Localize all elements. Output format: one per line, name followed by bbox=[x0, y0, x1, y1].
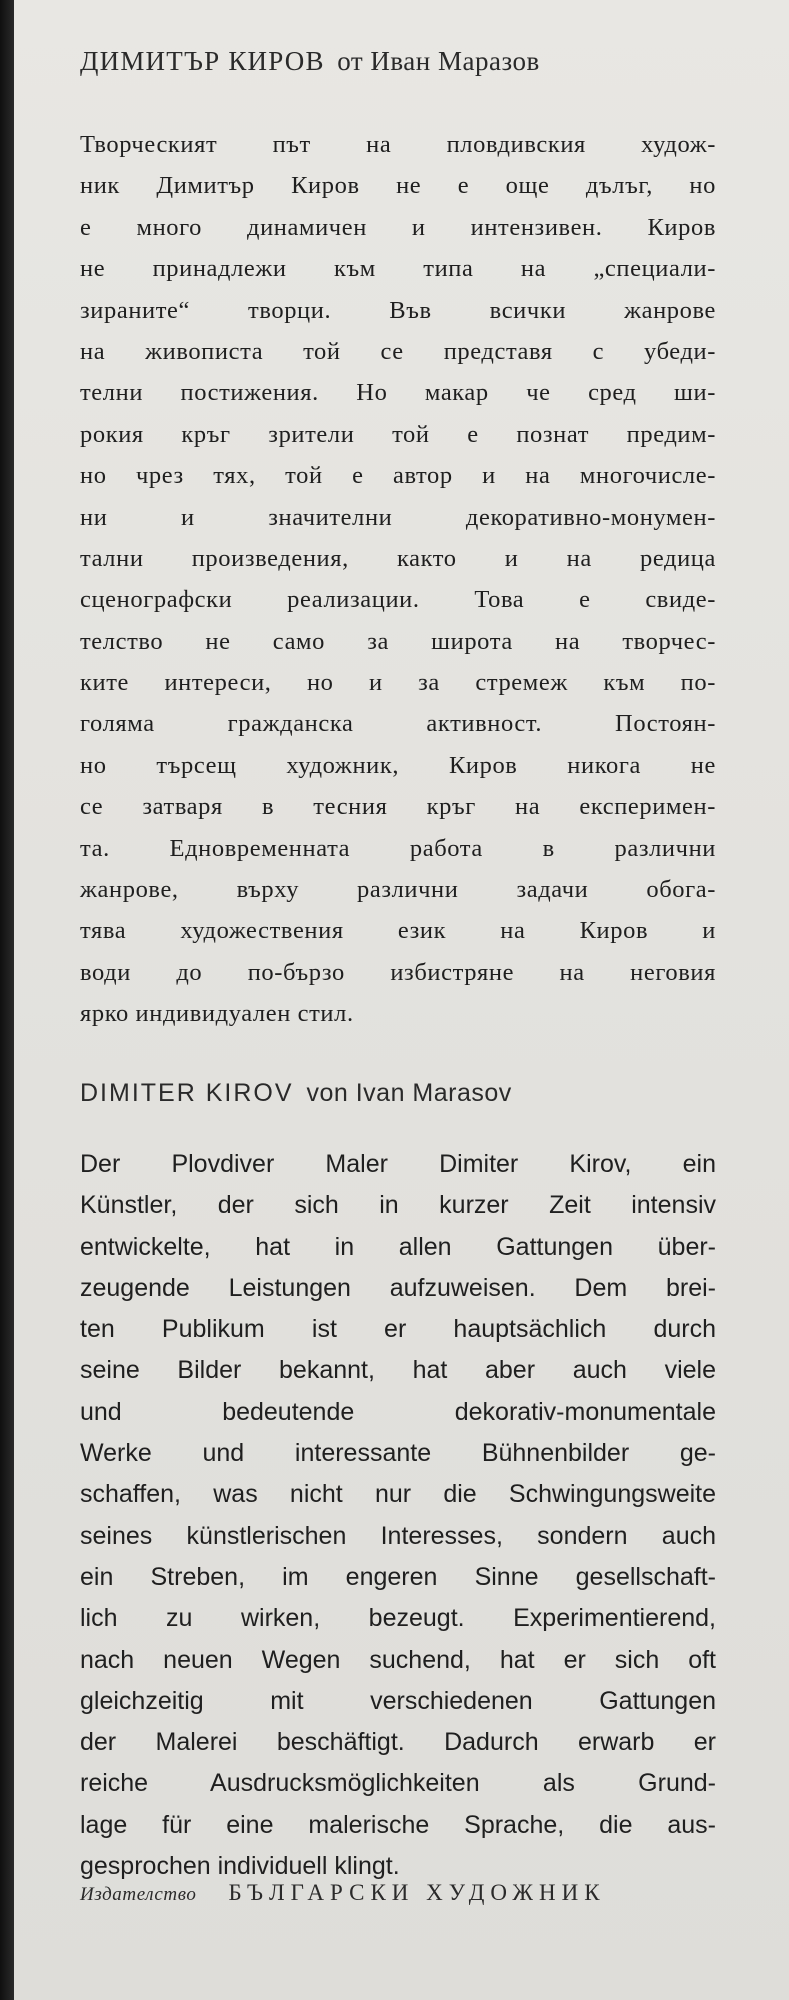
text-line: телни постижения. Но макар че сред ши- bbox=[80, 379, 716, 407]
german-author-byline: von Ivan Marasov bbox=[306, 1079, 512, 1107]
text-line: und bedeutende dekorativ-monumentale bbox=[80, 1397, 716, 1426]
text-line: се затваря в тесния кръг на експеримен- bbox=[80, 793, 716, 821]
publisher-footer bbox=[80, 1880, 606, 1906]
bulgarian-artist-name: ДИМИТЪР КИРОВ bbox=[80, 46, 325, 76]
text-line: Творческият път на пловдивския худож- bbox=[80, 131, 716, 158]
text-line: телство не само за широта на творчес- bbox=[80, 627, 716, 655]
book-spine-shadow bbox=[0, 0, 14, 2000]
publisher-label: Издателство bbox=[80, 1884, 197, 1905]
text-line: ten Publikum ist er hauptsächlich durch bbox=[80, 1315, 716, 1344]
text-line: zeugende Leistungen aufzuweisen. Dem brei- bbox=[80, 1273, 716, 1302]
text-line: der Malerei beschäftigt. Dadurch erwarb er bbox=[80, 1728, 716, 1757]
bulgarian-author-byline: от Иван Маразов bbox=[337, 46, 540, 76]
text-line: lich zu wirken, bezeugt. Experimentierend, bbox=[80, 1604, 716, 1633]
text-line: seines künstlerischen Interesses, sondern auch bbox=[80, 1521, 716, 1550]
text-line: сценографски реализации. Това е свиде- bbox=[80, 586, 716, 614]
text-line: lage für eine malerische Sprache, die aus- bbox=[80, 1810, 716, 1839]
text-line: entwickelte, hat in allen Gattungen über- bbox=[80, 1232, 716, 1261]
text-line: ein Streben, im engeren Sinne gesellschaft- bbox=[80, 1562, 716, 1591]
german-heading bbox=[80, 1079, 512, 1108]
text-line: но чрез тях, той е автор и на многочисле- bbox=[80, 462, 716, 490]
text-line: тални произведения, както и на редица bbox=[80, 544, 716, 572]
bulgarian-paragraph bbox=[80, 124, 716, 1035]
text-line: nach neuen Wegen suchend, hat er sich oft bbox=[80, 1645, 716, 1674]
text-line: зираните“ творци. Във всички жанрове bbox=[80, 296, 716, 324]
text-line: но търсещ художник, Киров никога не bbox=[80, 751, 716, 779]
text-line: ни и значителни декоративно-монумен- bbox=[80, 503, 716, 531]
text-line: ярко индивидуален стил. bbox=[80, 1000, 354, 1028]
text-line: голяма гражданска активност. Постоян- bbox=[80, 710, 716, 738]
text-line: seine Bilder bekannt, hat aber auch viele bbox=[80, 1356, 716, 1385]
text-line: Künstler, der sich in kurzer Zeit intensiv bbox=[80, 1191, 716, 1220]
text-line: тява художествения език на Киров и bbox=[80, 917, 716, 945]
text-line: е много динамичен и интензивен. Киров bbox=[80, 213, 716, 241]
text-line: не принадлежи към типа на „специали- bbox=[80, 255, 716, 283]
text-line: ките интереси, но и за стремеж към по- bbox=[80, 669, 716, 697]
text-line: рокия кръг зрители той е познат предим- bbox=[80, 420, 716, 448]
text-line: schaffen, was nicht nur die Schwingungsweite bbox=[80, 1480, 716, 1509]
publisher-name: БЪЛГАРСКИ ХУДОЖНИК bbox=[228, 1880, 606, 1905]
book-page bbox=[14, 0, 789, 2000]
text-line: на живописта той се представя с убеди- bbox=[80, 337, 716, 365]
text-line: Der Plovdiver Maler Dimiter Kirov, ein bbox=[80, 1150, 716, 1178]
bulgarian-heading bbox=[80, 46, 540, 77]
german-artist-name: DIMITER KIROV bbox=[80, 1079, 294, 1107]
german-paragraph bbox=[80, 1144, 716, 1887]
text-line: Werke und interessante Bühnenbilder ge- bbox=[80, 1439, 716, 1468]
text-line: reiche Ausdrucksmöglichkeiten als Grund- bbox=[80, 1769, 716, 1798]
text-line: gesprochen individuell klingt. bbox=[80, 1852, 400, 1881]
text-line: gleichzeitig mit verschiedenen Gattungen bbox=[80, 1686, 716, 1715]
text-line: води до по-бързо избистряне на неговия bbox=[80, 958, 716, 986]
text-line: та. Едновременната работа в различни bbox=[80, 834, 716, 862]
text-line: жанрове, върху различни задачи обога- bbox=[80, 876, 716, 904]
text-line: ник Димитър Киров не е още дълъг, но bbox=[80, 172, 716, 200]
